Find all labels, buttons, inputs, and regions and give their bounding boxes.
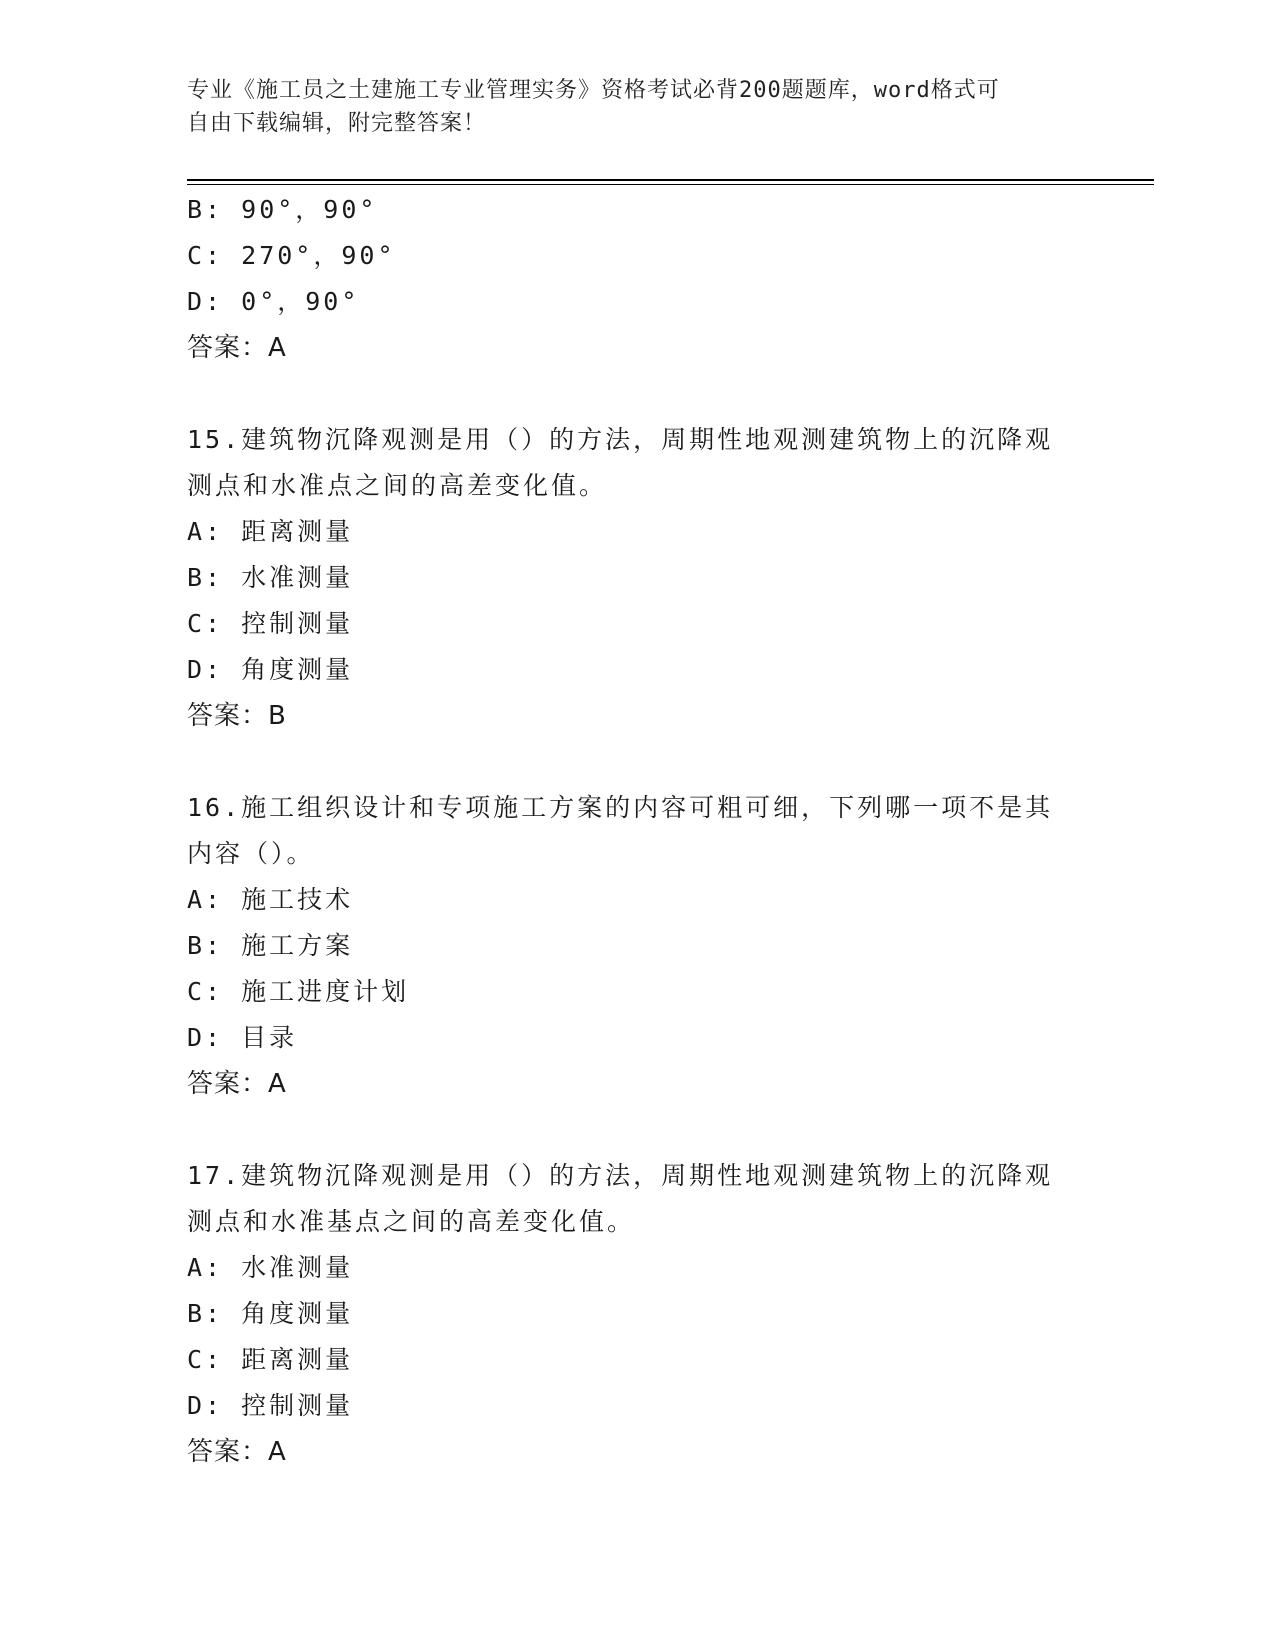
- option-a: A: 水准测量: [187, 1253, 354, 1282]
- answer: 答案：A: [187, 1069, 287, 1099]
- question-14-continued: [187, 187, 1087, 371]
- option-a: A: 距离测量: [187, 517, 354, 546]
- question-text-line-2: 测点和水准点之间的高差变化值。: [187, 471, 608, 500]
- option-d: D: 0°，90°: [187, 287, 360, 316]
- header-line-2: 自由下载编辑，附完整答案！: [187, 111, 487, 136]
- answer: 答案：A: [187, 1437, 287, 1467]
- header-rule-thin: [187, 184, 1154, 185]
- option-d: D: 角度测量: [187, 655, 354, 684]
- option-d: D: 目录: [187, 1023, 298, 1052]
- option-b: B: 水准测量: [187, 563, 354, 592]
- option-b: B: 90°，90°: [187, 195, 378, 224]
- header-line-1: 专业《施工员之土建施工专业管理实务》资格考试必背200题题库，word格式可: [187, 78, 1000, 103]
- option-a: A: 施工技术: [187, 885, 354, 914]
- option-c: C: 距离测量: [187, 1345, 354, 1374]
- question-15: [187, 417, 1087, 739]
- question-text-line-2: 测点和水准基点之间的高差变化值。: [187, 1207, 636, 1236]
- option-c: C: 270°，90°: [187, 241, 396, 270]
- option-c: C: 控制测量: [187, 609, 354, 638]
- option-b: B: 角度测量: [187, 1299, 354, 1328]
- option-b: B: 施工方案: [187, 931, 354, 960]
- option-c: C: 施工进度计划: [187, 977, 410, 1006]
- document-header: [187, 74, 1067, 140]
- question-16: [187, 785, 1087, 1107]
- question-text-line-1: 16.施工组织设计和专项施工方案的内容可粗可细，下列哪一项不是其: [187, 793, 1054, 822]
- question-text-line-1: 17.建筑物沉降观测是用（）的方法，周期性地观测建筑物上的沉降观: [187, 1161, 1054, 1190]
- answer: 答案：A: [187, 333, 287, 363]
- answer: 答案：B: [187, 701, 287, 731]
- question-17: [187, 1153, 1087, 1475]
- question-text-line-2: 内容（）。: [187, 839, 315, 868]
- question-list: [187, 187, 1087, 1475]
- option-d: D: 控制测量: [187, 1391, 354, 1420]
- header-rule-thick: [187, 179, 1154, 181]
- question-text-line-1: 15.建筑物沉降观测是用（）的方法，周期性地观测建筑物上的沉降观: [187, 425, 1054, 454]
